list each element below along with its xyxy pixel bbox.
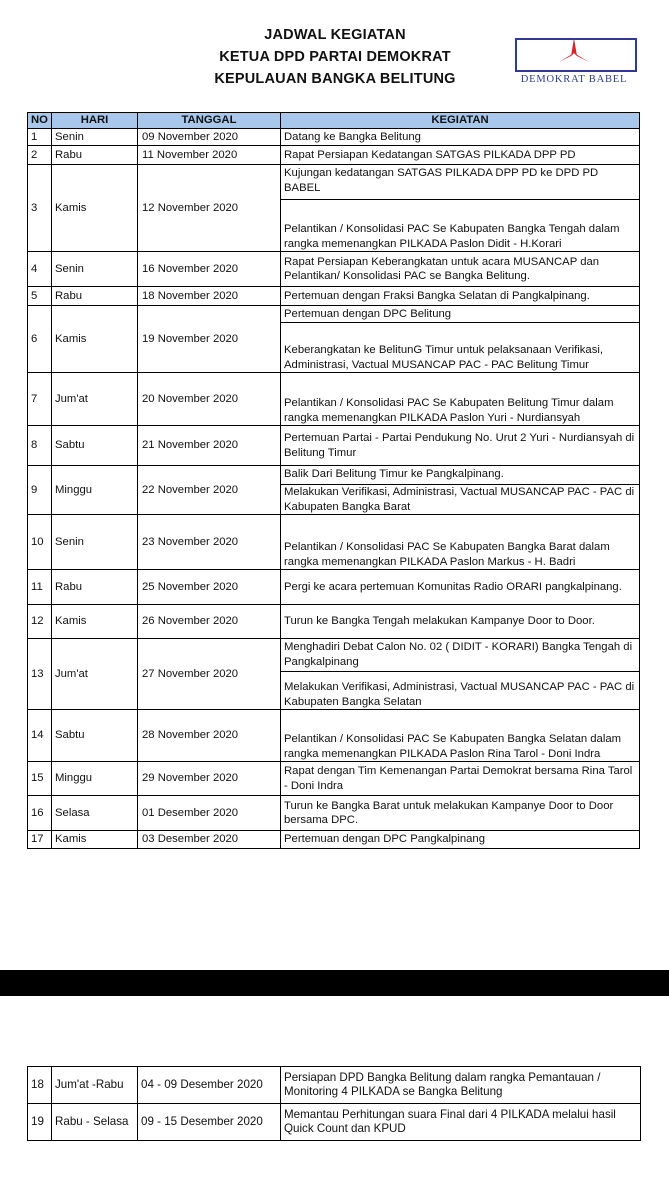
table-row [28, 129, 640, 146]
cell-hari: Rabu - Selasa [52, 1104, 138, 1141]
cell-kegiatan: Memantau Perhitungan suara Final dari 4 PILKADA melalui hasil Quick Count dan KPUD [281, 1104, 641, 1141]
cell-no: 19 [28, 1104, 52, 1141]
schedule-table-body [28, 129, 640, 849]
cell-kegiatan: Melakukan Verifikasi, Administrasi, Vactual MUSANCAP PAC - PAC di Kabupaten Bangka Barat [281, 485, 640, 515]
table-row [28, 1067, 641, 1104]
cell-kegiatan: Pelantikan / Konsolidasi PAC Se Kabupaten Bangka Selatan dalam rangka memenangkan PILKADA Paslon Rina Tarol - Doni Indra [281, 710, 640, 762]
cell-kegiatan: Pergi ke acara pertemuan Komunitas Radio ORARI pangkalpinang. [281, 570, 640, 605]
table-row [28, 570, 640, 605]
cell-no: 2 [28, 146, 52, 165]
cell-kegiatan: Melakukan Verifikasi, Administrasi, Vactual MUSANCAP PAC - PAC di Kabupaten Bangka Selatan [281, 672, 640, 710]
black-divider-bar [0, 970, 669, 996]
table-header-row [28, 113, 640, 129]
cell-no: 6 [28, 306, 52, 373]
schedule-table [27, 112, 640, 849]
cell-tanggal: 09 - 15 Desember 2020 [138, 1104, 281, 1141]
cell-tanggal: 26 November 2020 [138, 605, 281, 639]
table-row [28, 710, 640, 762]
cell-no: 4 [28, 252, 52, 287]
cell-no: 10 [28, 515, 52, 570]
cell-no: 7 [28, 373, 52, 426]
cell-no: 8 [28, 426, 52, 466]
table-row [28, 373, 640, 426]
demokrat-logo [513, 36, 635, 88]
cell-kegiatan: Kujungan kedatangan SATGAS PILKADA DPP PD ke DPD PD BABEL [281, 165, 640, 200]
table-row [28, 605, 640, 639]
cell-no: 9 [28, 466, 52, 515]
cell-tanggal: 20 November 2020 [138, 373, 281, 426]
cell-no: 11 [28, 570, 52, 605]
cell-tanggal: 27 November 2020 [138, 639, 281, 710]
table-row [28, 796, 640, 831]
cell-tanggal: 09 November 2020 [138, 129, 281, 146]
cell-no: 13 [28, 639, 52, 710]
cell-kegiatan: Pelantikan / Konsolidasi PAC Se Kabupaten Belitung Timur dalam rangka memenangkan PILKADA Paslon Yuri - Nurdiansyah [281, 373, 640, 426]
table-row [28, 306, 640, 323]
table-row [28, 146, 640, 165]
cell-kegiatan: Datang ke Bangka Belitung [281, 129, 640, 146]
cell-kegiatan: Persiapan DPD Bangka Belitung dalam rangka Pemantauan / Monitoring 4 PILKADA se Bangka Belitung [281, 1067, 641, 1104]
cell-hari: Senin [52, 252, 138, 287]
column-header-kegiatan: KEGIATAN [281, 113, 640, 129]
cell-tanggal: 03 Desember 2020 [138, 831, 281, 849]
cell-hari: Jum'at [52, 639, 138, 710]
cell-hari: Jum'at -Rabu [52, 1067, 138, 1104]
table-row [28, 252, 640, 287]
cell-kegiatan: Pertemuan dengan DPC Pangkalpinang [281, 831, 640, 849]
cell-no: 3 [28, 165, 52, 252]
mercedes-star-icon [557, 36, 591, 70]
cell-kegiatan: Pertemuan Partai - Partai Pendukung No. Urut 2 Yuri - Nurdiansyah di Belitung Timur [281, 426, 640, 466]
cell-hari: Selasa [52, 796, 138, 831]
cell-kegiatan: Turun ke Bangka Barat untuk melakukan Kampanye Door to Door bersama DPC. [281, 796, 640, 831]
logo-text: DEMOKRAT BABEL [520, 74, 628, 85]
cell-hari: Senin [52, 515, 138, 570]
cell-tanggal: 16 November 2020 [138, 252, 281, 287]
cell-kegiatan: Pelantikan / Konsolidasi PAC Se Kabupaten Bangka Tengah dalam rangka memenangkan PILKADA Paslon Didit - H.Korari [281, 200, 640, 252]
cell-no: 15 [28, 762, 52, 796]
table-row [28, 831, 640, 849]
cell-hari: Kamis [52, 165, 138, 252]
cell-tanggal: 21 November 2020 [138, 426, 281, 466]
cell-kegiatan: Turun ke Bangka Tengah melakukan Kampanye Door to Door. [281, 605, 640, 639]
cell-hari: Rabu [52, 146, 138, 165]
cell-no: 5 [28, 287, 52, 306]
cell-kegiatan: Menghadiri Debat Calon No. 02 ( DIDIT - KORARI) Bangka Tengah di Pangkalpinang [281, 639, 640, 672]
table-row [28, 515, 640, 570]
table-row [28, 1104, 641, 1141]
cell-hari: Sabtu [52, 426, 138, 466]
cell-no: 14 [28, 710, 52, 762]
cell-hari: Rabu [52, 287, 138, 306]
cell-kegiatan: Pertemuan dengan DPC Belitung [281, 306, 640, 323]
cell-hari: Kamis [52, 306, 138, 373]
cell-hari: Minggu [52, 762, 138, 796]
title-line-2: KETUA DPD PARTAI DEMOKRAT [219, 49, 451, 65]
cell-hari: Jum'at [52, 373, 138, 426]
table-row [28, 287, 640, 306]
cell-tanggal: 22 November 2020 [138, 466, 281, 515]
cell-kegiatan: Rapat Persiapan Keberangkatan untuk acara MUSANCAP dan Pelantikan/ Konsolidasi PAC se Bangka Belitung. [281, 252, 640, 287]
cell-no: 17 [28, 831, 52, 849]
cell-kegiatan: Pertemuan dengan Fraksi Bangka Selatan di Pangkalpinang. [281, 287, 640, 306]
cell-kegiatan: Keberangkatan ke BelitunG Timur untuk pelaksanaan Verifikasi, Administrasi, Vactual MUSANCAP PAC - PAC Belitung Timur [281, 323, 640, 373]
cell-tanggal: 23 November 2020 [138, 515, 281, 570]
document-title [160, 24, 510, 90]
cell-no: 18 [28, 1067, 52, 1104]
column-header-hari: HARI [52, 113, 138, 129]
table-row [28, 466, 640, 485]
cell-no: 1 [28, 129, 52, 146]
cell-tanggal: 11 November 2020 [138, 146, 281, 165]
cell-hari: Minggu [52, 466, 138, 515]
title-line-1: JADWAL KEGIATAN [264, 27, 406, 43]
table-row [28, 639, 640, 672]
cell-tanggal: 04 - 09 Desember 2020 [138, 1067, 281, 1104]
cell-tanggal: 01 Desember 2020 [138, 796, 281, 831]
cell-tanggal: 18 November 2020 [138, 287, 281, 306]
cell-hari: Kamis [52, 831, 138, 849]
cell-tanggal: 28 November 2020 [138, 710, 281, 762]
table-row [28, 165, 640, 200]
cell-hari: Senin [52, 129, 138, 146]
cell-kegiatan: Balik Dari Belitung Timur ke Pangkalpinang. [281, 466, 640, 485]
cell-tanggal: 25 November 2020 [138, 570, 281, 605]
cell-hari: Rabu [52, 570, 138, 605]
column-header-tanggal: TANGGAL [138, 113, 281, 129]
cell-hari: Sabtu [52, 710, 138, 762]
cell-hari: Kamis [52, 605, 138, 639]
cell-kegiatan: Pelantikan / Konsolidasi PAC Se Kabupaten Bangka Barat dalam rangka memenangkan PILKADA Paslon Markus - H. Badri [281, 515, 640, 570]
cell-no: 12 [28, 605, 52, 639]
cell-tanggal: 29 November 2020 [138, 762, 281, 796]
cell-tanggal: 19 November 2020 [138, 306, 281, 373]
schedule-table-continued-body [28, 1067, 641, 1141]
column-header-no: NO [28, 113, 52, 129]
schedule-table-continued [27, 1066, 641, 1141]
cell-kegiatan: Rapat Persiapan Kedatangan SATGAS PILKADA DPP PD [281, 146, 640, 165]
cell-tanggal: 12 November 2020 [138, 165, 281, 252]
cell-no: 16 [28, 796, 52, 831]
table-row [28, 762, 640, 796]
table-row [28, 426, 640, 466]
cell-kegiatan: Rapat dengan Tim Kemenangan Partai Demokrat bersama Rina Tarol - Doni Indra [281, 762, 640, 796]
title-line-3: KEPULAUAN BANGKA BELITUNG [214, 71, 456, 87]
